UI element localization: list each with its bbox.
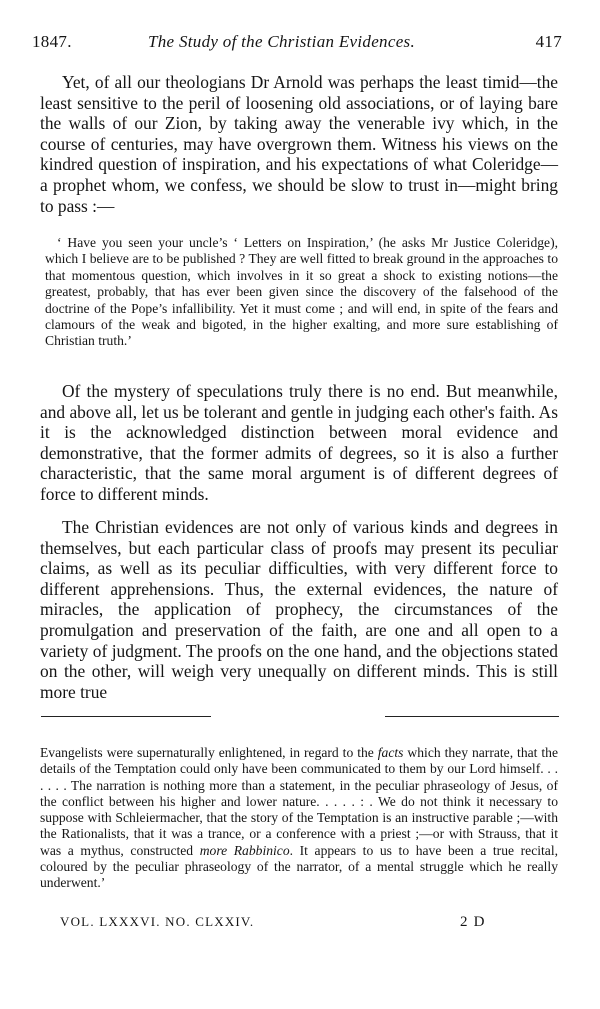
paragraph-christian-evidences: The Christian evidences are not only of various kinds and degrees in themselves, but each particular class of proofs may present its peculiar claims, as well as its peculiar difficulties, with very different force to different apprehensions. Thus, the external evidences, the nature of miracles, the application of prophecy, the circumstances of the promulgation and preservation of the faith, are one and all open to a variety of judgment. The proofs on the one hand, and the objections stated on the other, will weigh very unequally on different minds. This is still more true — [40, 517, 558, 702]
footnote-part-3: . It appears to us to have been a true recital, coloured by the peculiar phraseology of the narrator, of a mental struggle which he really underwent.’ — [40, 842, 558, 891]
header-title: The Study of the Christian Evidences. — [148, 32, 416, 51]
footnote-text — [40, 745, 558, 892]
footnote-italic-facts: facts — [377, 745, 404, 760]
signature-mark: 2 D — [460, 914, 486, 930]
footnote-rule-left — [41, 716, 211, 717]
volume-number: VOL. LXXXVI. NO. CLXXIV. — [60, 914, 255, 929]
footnote-italic-more-rabbinico: more Rabbinico — [199, 842, 290, 858]
footnote-part-1: Evangelists were supernaturally enlightened, in regard to the — [40, 745, 378, 760]
footnote-rule-right — [385, 716, 559, 717]
block-quote-letter: ‘ Have you seen your uncle’s ‘ Letters on Inspiration,’ (he asks Mr Justice Coleridge), which I believe are to be published ? They are well fitted to break ground in the approaches to that momentous question, which involves in it so great a shock to existing notions—the greatest, probably, that has ever been given since the discovery of the falsehood of the doctrine of the Pope’s infallibility. Yet it must come ; and will end, in spite of the fears and clamours of the weak and bigoted, in the higher exalting, and more sure establishing of Christian truth.’ — [45, 235, 558, 349]
running-head — [30, 32, 570, 56]
paragraph-speculations: Of the mystery of speculations truly there is no end. But meanwhile, and above all, let us be tolerant and gentle in judging each other's faith. As it is the acknowledged distinction between moral evidence and demonstrative, that the former admits of degrees, so it is also a further characteristic, that the same moral argument is of different degrees of force to different minds. — [40, 381, 558, 504]
page-number: 417 — [535, 32, 562, 51]
header-year: 1847. — [32, 32, 72, 51]
footnote-part-2: which they narrate, that the details of the Temptation could only have been communicated to them by our Lord himself. . . . . . . The narration is nothing more than a statement, in the peculiar phraseology of Jesus, of the conflict between his higher and lower nature. . . . . : . We do not think it necessary to suppose with Schleiermacher, that the story of the Temptation is an instructive parable ;—with the Rationalists, that it was a trance, or a conference with a priest ;—or with Strauss, that it was a mythus, constructed — [40, 745, 558, 858]
paragraph-arnold: Yet, of all our theologians Dr Arnold was perhaps the least timid—the least sensitive to the peril of loosening old associations, or of laying bare the walls of our Zion, by taking away the venerable ivy which, in the course of centuries, may have overgrown them. Witness his views on the kindred question of inspiration, and his expectations of what Coleridge—a prophet whom, we confess, we should be slow to trust in—might bring to pass :— — [40, 72, 558, 216]
